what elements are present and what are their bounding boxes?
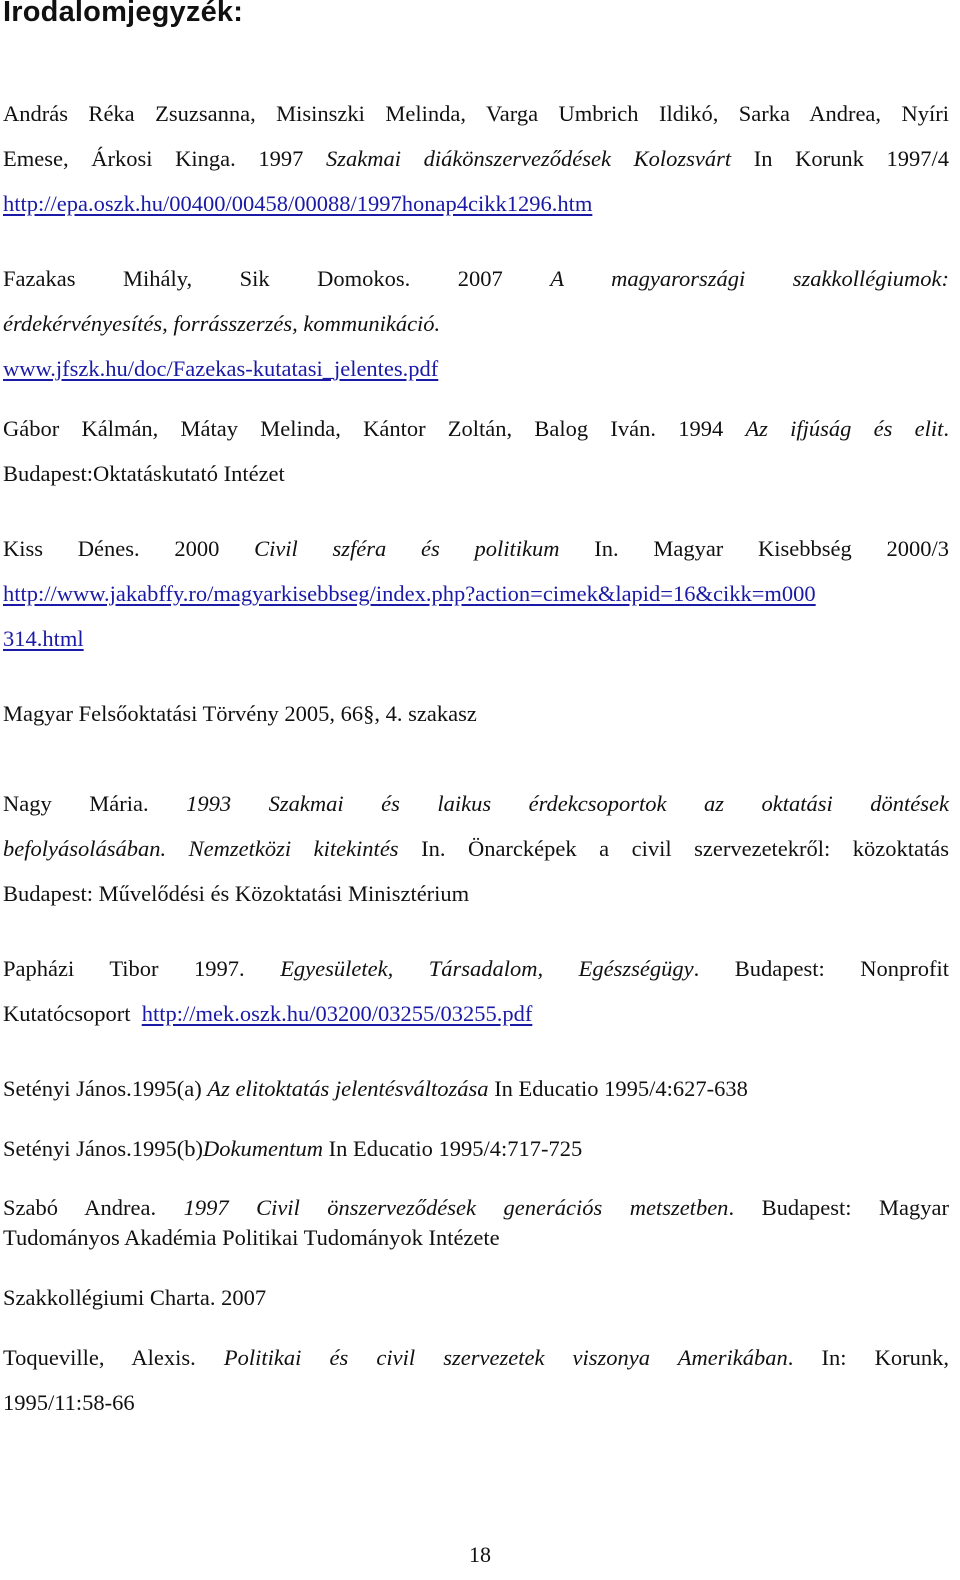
reference-title: Politikai és civil szervezetek viszonya Amerikában xyxy=(223,1345,788,1370)
reference-text: Magyar Felsőoktatási Törvény 2005, 66§, 4. szakasz xyxy=(3,701,477,726)
reference-entry xyxy=(3,1335,949,1425)
reference-text: Toqueville, Alexis. xyxy=(3,1345,196,1370)
reference-title: Az elitoktatás jelentésváltozása xyxy=(207,1076,489,1101)
reference-title: érdekérvényesítés, forrásszerzés, kommunikáció. xyxy=(3,311,441,336)
reference-line xyxy=(3,256,949,301)
reference-title: befolyásolásában. Nemzetközi kitekintés xyxy=(3,836,399,861)
reference-line: Gábor Kálmán, Mátay Melinda, Kántor Zoltán, Balog Iván. 1994 Az ifjúság és elit. xyxy=(3,416,949,441)
reference-link[interactable]: http://mek.oszk.hu/03200/03255/03255.pdf xyxy=(141,1001,533,1026)
reference-entry xyxy=(3,526,949,661)
reference-title: 1993 Szakmai és laikus érdekcsoportok az oktatási döntések xyxy=(186,791,949,816)
reference-entry xyxy=(3,1066,949,1111)
reference-text: Budapest: Művelődési és Közoktatási Minisztérium xyxy=(3,881,470,906)
reference-line xyxy=(3,1066,949,1111)
reference-text: Emese, Árkosi Kinga. 1997 xyxy=(3,146,304,171)
reference-title: A magyarországi szakkollégiumok: xyxy=(550,266,949,291)
reference-link[interactable]: http://www.jakabffy.ro/magyarkisebbseg/index.php?action=cimek&lapid=16&cikk=m000 xyxy=(3,581,816,606)
reference-line xyxy=(3,826,949,871)
reference-title: 1997 Civil önszerveződések generációs metszetben xyxy=(183,1195,729,1220)
reference-line xyxy=(3,301,949,346)
reference-line xyxy=(3,1126,949,1171)
reference-text: Szakkollégiumi Charta. 2007 xyxy=(3,1285,267,1310)
reference-link[interactable]: http://epa.oszk.hu/00400/00458/00088/1997honap4cikk1296.htm xyxy=(3,191,593,216)
reference-link[interactable]: 314.html xyxy=(3,626,84,651)
page-heading: Irodalomjegyzék: xyxy=(3,0,244,28)
reference-text: Kutatócsoport xyxy=(3,1001,131,1026)
reference-line: Szabó Andrea. 1997 Civil önszerveződések generációs metszetben. Budapest: Magyar xyxy=(3,1195,950,1220)
reference-source: In Educatio 1995/4:627-638 xyxy=(494,1076,748,1101)
reference-line xyxy=(3,571,949,616)
reference-title: Az ifjúság és elit xyxy=(745,416,944,441)
reference-text: Papházi Tibor 1997. xyxy=(3,956,245,981)
reference-title: Szakmai diákönszerveződések Kolozsvárt xyxy=(325,146,732,171)
reference-source: In. Önarcképek a civil szervezetekről: közoktatás xyxy=(421,836,950,861)
reference-link[interactable]: www.jfszk.hu/doc/Fazekas-kutatasi_jelentes.pdf xyxy=(3,356,439,381)
reference-source: In Educatio 1995/4:717-725 xyxy=(328,1136,583,1161)
reference-text: Setényi János.1995(a) xyxy=(3,1076,202,1101)
reference-line: Papházi Tibor 1997. Egyesületek, Társadalom, Egészségügy. Budapest: Nonprofit xyxy=(3,956,950,981)
reference-source: Budapest: Nonprofit xyxy=(734,956,950,981)
reference-text: 1995/11:58-66 xyxy=(3,1390,135,1415)
reference-line xyxy=(3,136,949,181)
reference-entry xyxy=(3,406,949,496)
reference-entry xyxy=(3,781,949,916)
reference-entry xyxy=(3,1126,949,1171)
reference-entry xyxy=(3,1193,949,1253)
reference-source: In. Magyar Kisebbség 2000/3 xyxy=(594,536,949,561)
reference-text: Budapest:Oktatáskutató Intézet xyxy=(3,461,285,486)
reference-title: Civil szféra és politikum xyxy=(254,536,560,561)
reference-text: Szabó Andrea. xyxy=(3,1195,157,1220)
reference-entry xyxy=(3,691,949,736)
reference-title: Egyesületek, Társadalom, Egészségügy xyxy=(280,956,694,981)
page-number: 18 xyxy=(469,1542,491,1567)
reference-source: In Korunk 1997/4 xyxy=(753,146,949,171)
reference-text: András Réka Zsuzsanna, Misinszki Melinda, Varga Umbrich Ildikó, Sarka Andrea, Nyíri xyxy=(3,101,949,126)
reference-line xyxy=(3,781,949,826)
reference-title: Dokumentum xyxy=(202,1136,323,1161)
reference-text: Gábor Kálmán, Mátay Melinda, Kántor Zoltán, Balog Iván. 1994 xyxy=(3,416,724,441)
reference-entry xyxy=(3,1275,949,1320)
reference-entry xyxy=(3,946,949,1036)
reference-line xyxy=(3,991,949,1036)
reference-line xyxy=(3,616,949,661)
reference-line xyxy=(3,526,949,571)
reference-text: Fazakas Mihály, Sik Domokos. 2007 xyxy=(3,266,503,291)
reference-source: In: Korunk, xyxy=(821,1345,949,1370)
reference-text: Nagy Mária. xyxy=(3,791,149,816)
reference-line xyxy=(3,346,949,391)
reference-source: Budapest: Magyar xyxy=(761,1195,950,1220)
reference-entry xyxy=(3,91,949,226)
reference-entry xyxy=(3,256,949,391)
reference-text: Kiss Dénes. 2000 xyxy=(3,536,220,561)
reference-line: Toqueville, Alexis. Politikai és civil szervezetek viszonya Amerikában. In: Korunk, xyxy=(3,1345,949,1370)
reference-text: Setényi János.1995(b) xyxy=(3,1136,203,1161)
reference-text: Tudományos Akadémia Politikai Tudományok Intézete xyxy=(3,1225,500,1250)
reference-line xyxy=(3,181,949,226)
